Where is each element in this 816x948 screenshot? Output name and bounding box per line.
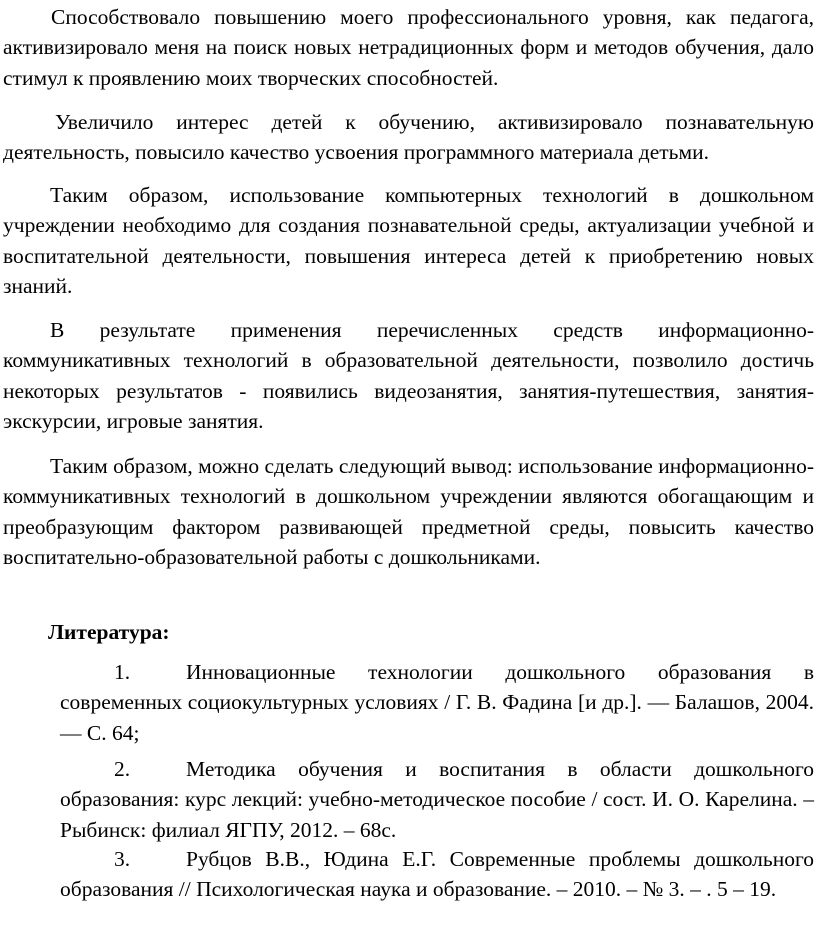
reference-item-1 (60, 657, 814, 748)
reference-number: 2. (114, 757, 131, 781)
paragraph-4: В результате применения перечисленных средств информационно-коммуникативных технологий в образовательной деятельности, позволило достичь некоторых результатов - появились видеозанятия, занятия-путешествия, занятия-экскурсии, игровые занятия. (3, 318, 814, 434)
references-heading: Литература: (48, 620, 170, 644)
reference-number: 3. (114, 847, 131, 871)
paragraph-1: Способствовало повышению моего профессионального уровня, как педагога, активизировало меня на поиск новых нетрадиционных форм и методов обучения, дало стимул к проявлению моих творческих способностей. (3, 5, 814, 90)
reference-item-2 (60, 754, 814, 845)
paragraph-2: Увеличило интерес детей к обучению, активизировало познавательную деятельность, повысило качество усвоения программного материала детьми. (3, 110, 814, 165)
reference-text: Инновационные технологии дошкольного образования в современных социокультурных условиях / Г. В. Фадина [и др.]. — Балашов, 2004. — С. 64; (60, 660, 814, 745)
reference-text: Методика обучения и воспитания в области дошкольного образования: курс лекций: учебно-методическое пособие / сост. И. О. Карелина. – Рыбинск: филиал ЯГПУ, 2012. – 68с. (60, 757, 814, 842)
paragraph-3: Таким образом, использование компьютерных технологий в дошкольном учреждении необходимо для создания познавательной среды, актуализации учебной и воспитательной деятельности, повышения интереса детей к приобретению новых знаний. (3, 183, 814, 299)
reference-item-3 (60, 844, 814, 905)
reference-number: 1. (114, 660, 131, 684)
reference-text: Рубцов В.В., Юдина Е.Г. Современные проблемы дошкольного образования // Психологическая наука и образование. – 2010. – № 3. – . 5 – 19. (60, 847, 814, 902)
paragraph-5: Таким образом, можно сделать следующий вывод: использование информационно-коммуникативных технологий в дошкольном учреждении являются обогащающим и преобразующим фактором развивающей предметной среды, повысить качество воспитательно-образовательной работы с дошкольниками. (3, 454, 814, 570)
